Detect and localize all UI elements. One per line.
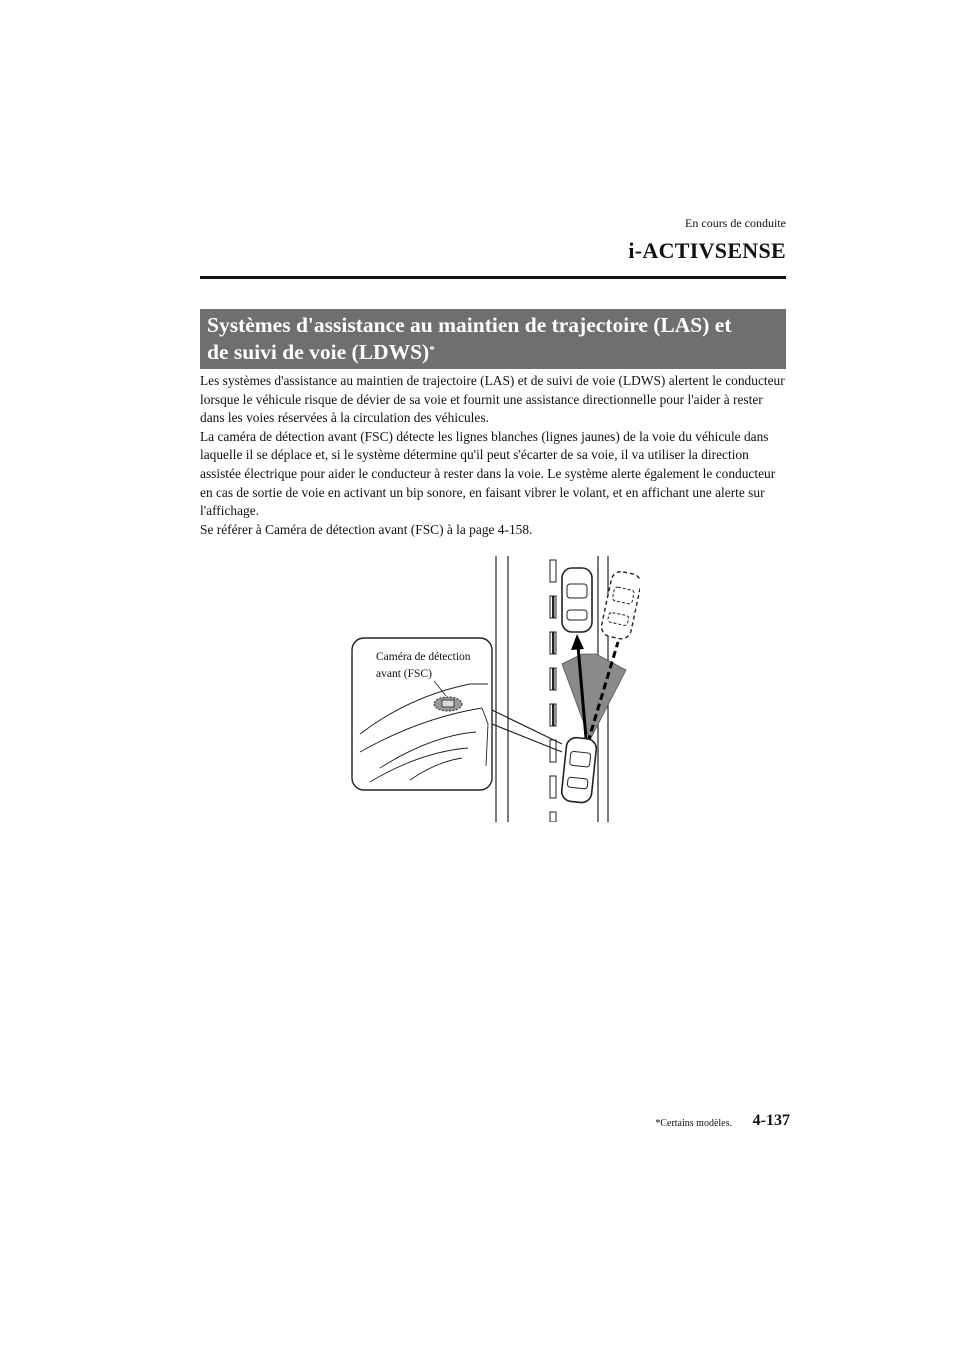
section-title: i-ACTIVSENSE (628, 238, 786, 263)
own-vehicle (561, 737, 598, 804)
callout-label-line1: Caméra de détection (376, 651, 471, 663)
assist-arrow-head (571, 634, 584, 650)
model-footnote: *Certains modèles. (655, 1118, 732, 1129)
body-text (200, 372, 790, 539)
callout-label-line2: avant (FSC) (376, 668, 432, 680)
page-number: 4-137 (752, 1112, 790, 1129)
car-drifting-outline (600, 570, 640, 641)
model-footnote-mark: * (429, 344, 435, 356)
lane-keep-illustration (350, 556, 640, 822)
reference-paragraph: Se référer à Caméra de détection avant (FSC) à la page 4-158. (200, 521, 533, 537)
topic-banner (200, 309, 786, 369)
chapter-title: En cours de conduite (685, 216, 786, 230)
header-rule (200, 276, 786, 279)
banner-title-line2 (207, 339, 786, 366)
car-in-lane (562, 568, 592, 632)
banner-title-text: de suivi de voie (LDWS) (207, 340, 430, 364)
intro-paragraph: Les systèmes d'assistance au maintien de trajectoire (LAS) et de suivi de voie (LDWS) alertent le conducteur lorsque le véhicule risque de dévier de sa voie et fournit une assistance directionnelle pour l'aider à rester dans les voies réservées à la circulation des véhicules. (200, 373, 785, 426)
banner-title-line1: Systèmes d'assistance au maintien de trajectoire (LAS) et (207, 313, 732, 337)
detection-paragraph: La caméra de détection avant (FSC) détecte les lignes blanches (lignes jaunes) de la voie du véhicule dans laquelle il se déplace et, si le système détermine qu'il peut s'écarter de sa voie, il va utiliser la direction assistée électrique pour aider le conducteur à rester dans la voie. Le système alerte également le conducteur en cas de sortie de voie en activant un bip sonore, en faisant vibrer le volant, et en affichant une alerte sur l'affichage. (200, 428, 776, 519)
callout-connector-lower (492, 724, 562, 752)
camera-lens-icon (442, 700, 454, 707)
lane-marker-fill (552, 596, 555, 726)
